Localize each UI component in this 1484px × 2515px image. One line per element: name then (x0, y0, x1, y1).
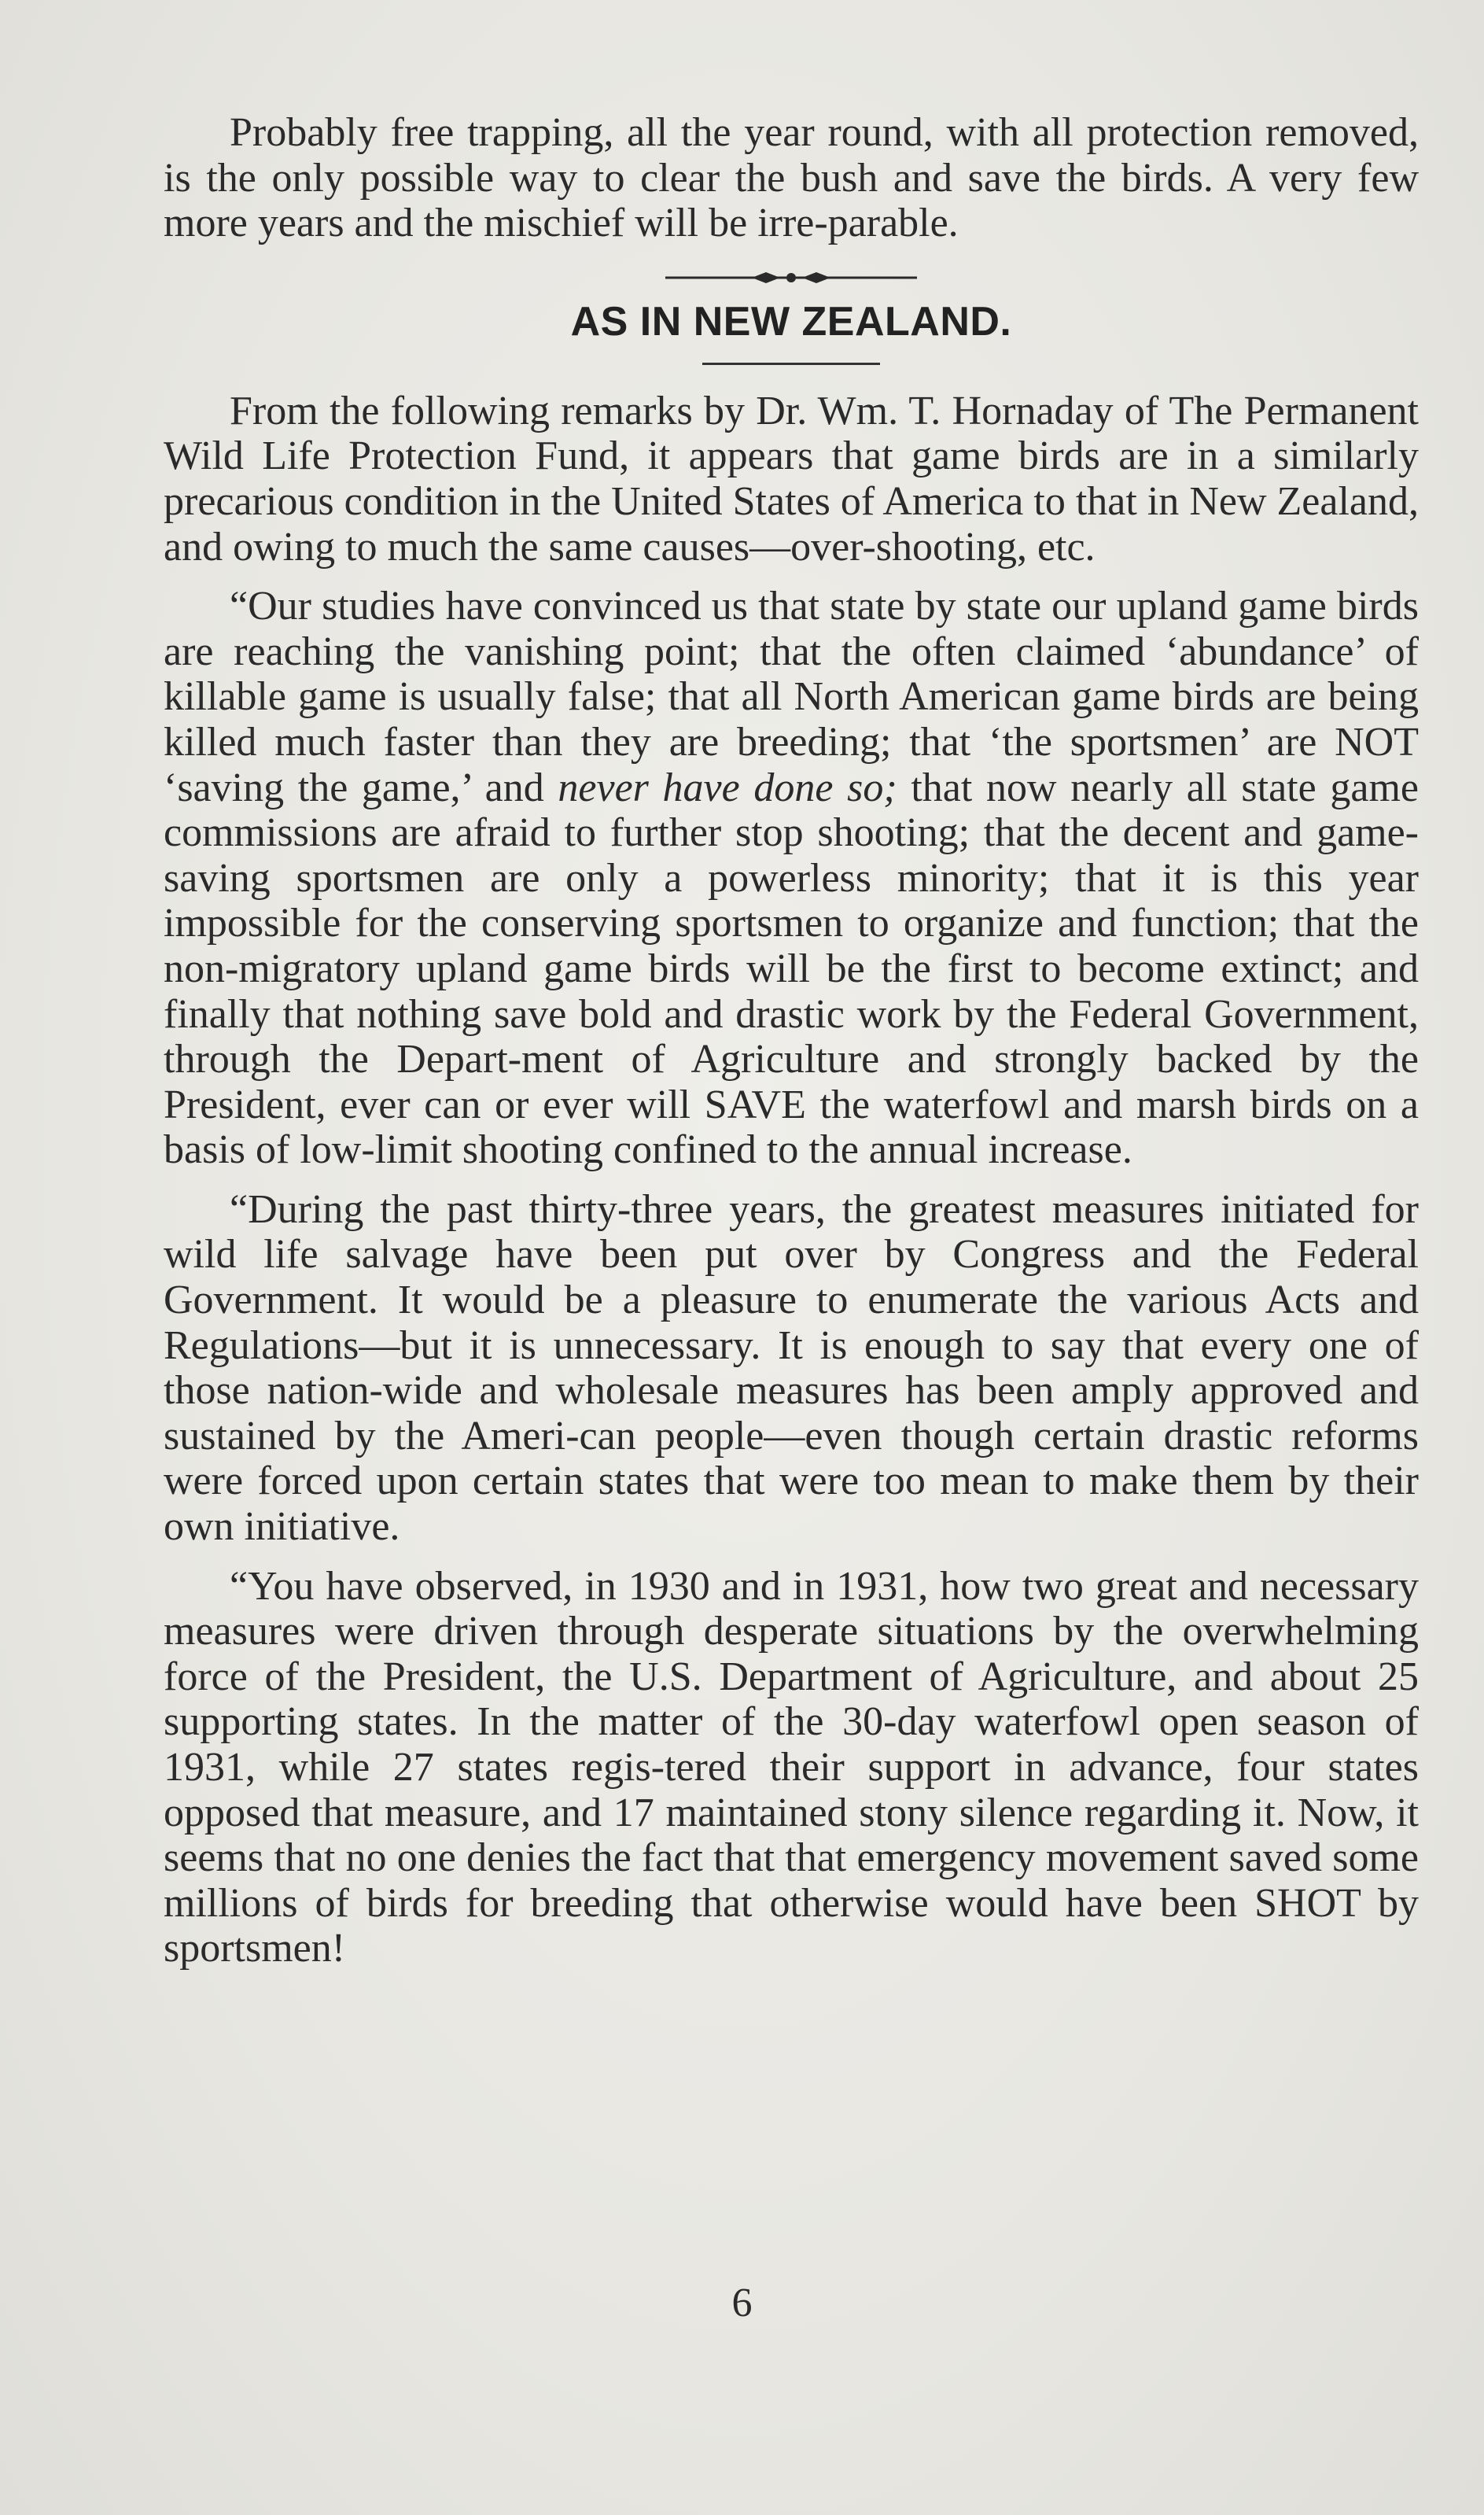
paragraph-quote-thirty-three-years: “During the past thirty-three years, the greatest measures initiated for wild life salvage have been put over by Congress and the Federal Government. It would be a pleasure to enumerate the various Acts and Regulations—but it is unnecessary. It is enough to say that every one of those nation-wide and wholesale measures has been amply approved and sustained by the Ameri-can people—even though certain drastic reforms were forced upon certain states that were too mean to make them by their own initiative. (164, 1186, 1419, 1550)
quote-italic-text: never have done so; (558, 765, 897, 810)
quote-text-part: “Our studies have convinced us that state by state our upland game birds are reaching the vanishing point; that the often claimed ‘abundance’ of killable game is usually false; that all North American game birds are being killed much faster than they are breeding; that ‘the sportsmen’ are NOT ‘saving the game,’ and (164, 584, 1419, 810)
intro-paragraph: Probably free trapping, all the year round, with all protection removed, is the only possible way to clear the bush and save the birds. A very few more years and the mischief will be irre-parable. (164, 110, 1419, 246)
paragraph-quote-studies (164, 584, 1419, 1173)
paragraph-quote-1930-1931: “You have observed, in 1930 and in 1931, how two great and necessary measures were driven through desperate situations by the overwhelming force of the President, the U.S. Department of Agriculture, and about 25 supporting states. In the matter of the 30-day waterfowl open season of 1931, while 27 states regis-tered their support in advance, four states opposed that measure, and 17 maintained stony silence regarding it. Now, it seems that no one denies the fact that that emergency movement saved some millions of birds for breeding that otherwise would have been SHOT by sportsmen! (164, 1563, 1419, 1971)
heading-rule (702, 363, 880, 365)
page-content (164, 110, 1419, 1971)
paragraph-hornaday-intro: From the following remarks by Dr. Wm. T. Hornaday of The Permanent Wild Life Protection Fund, it appears that game birds are in a similarly precarious condition in the United States of America to that in New Zealand, and owing to much the same causes—over-shooting, etc. (164, 388, 1419, 570)
section-heading: AS IN NEW ZEALAND. (570, 298, 1012, 345)
ornament-icon (665, 268, 917, 287)
page-number: 6 (731, 2281, 753, 2325)
quote-text-part: that now nearly all state game commissions are afraid to further stop shooting; that the decent and game-saving sportsmen are only a powerless minority; that it is this year impossible for the conserving sportsmen to organize and function; that the non-migratory upland game birds will be the first to become extinct; and finally that nothing save bold and drastic work by the Federal Government, through the Depart-ment of Agriculture and strongly backed by the President, ever can or ever will SAVE the waterfowl and marsh birds on a basis of low-limit shooting confined to the annual increase. (164, 765, 1419, 1173)
ornament-divider (665, 268, 917, 287)
